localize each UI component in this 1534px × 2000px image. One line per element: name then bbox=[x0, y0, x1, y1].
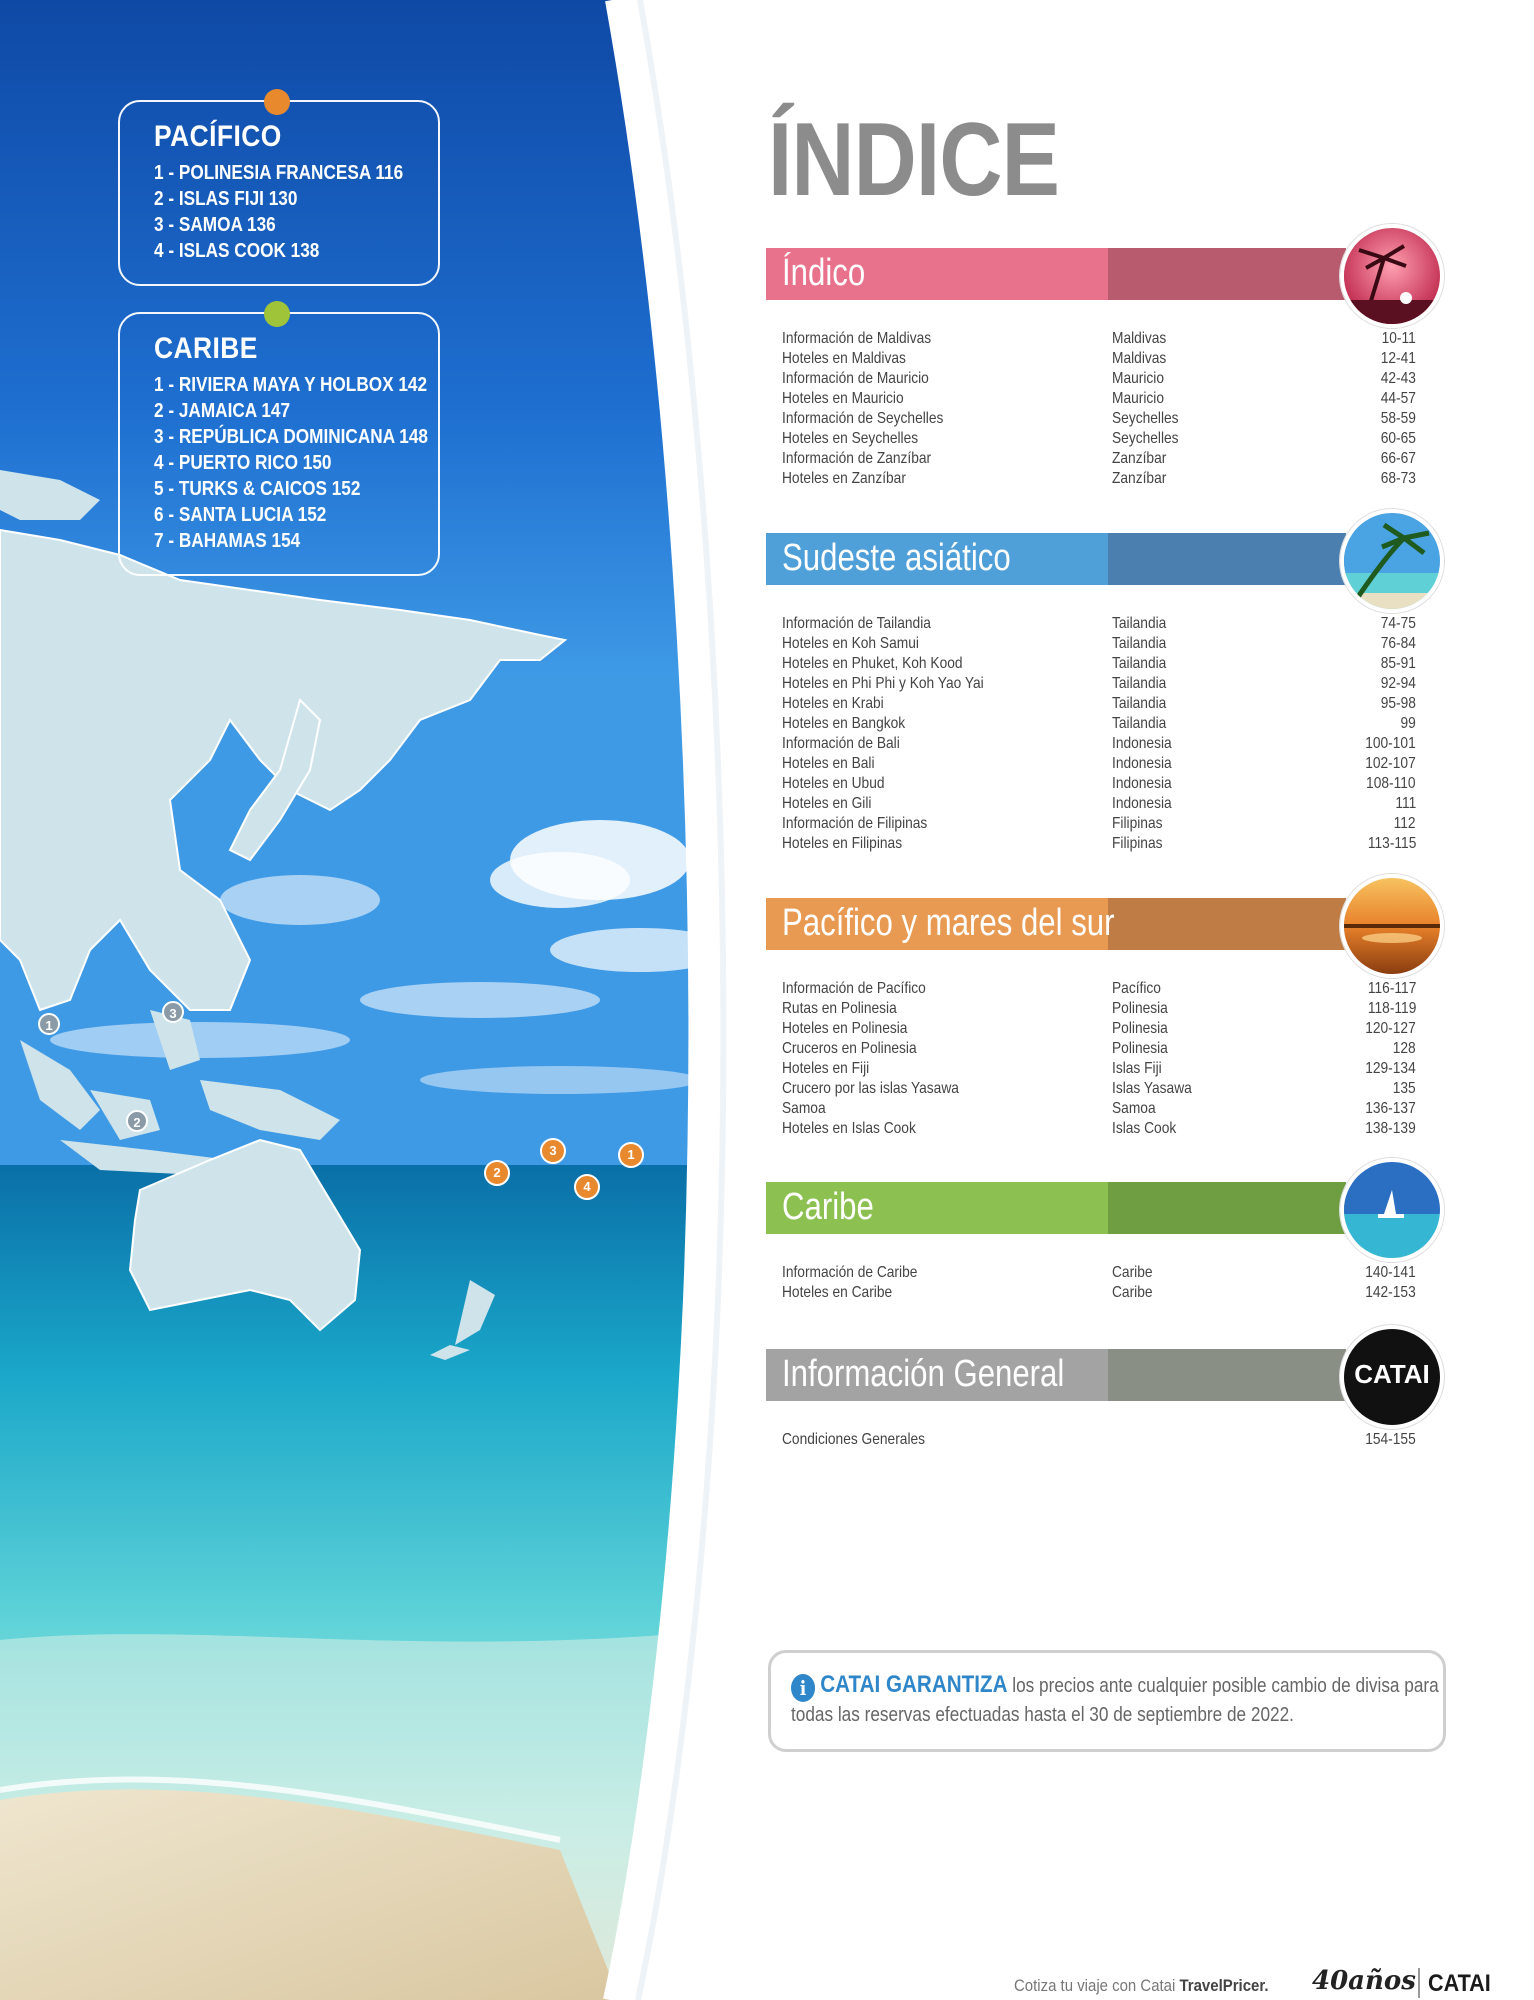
index-row: Hoteles en Polinesia Polinesia 120-127 bbox=[782, 1020, 1416, 1037]
catai-logo-text: CATAI bbox=[1354, 1359, 1430, 1389]
section-rows bbox=[782, 330, 1416, 490]
caribe-box bbox=[118, 312, 440, 576]
section-pacifico bbox=[766, 898, 1446, 1140]
pacifico-title: PACÍFICO bbox=[154, 120, 282, 153]
index-row: Información de Pacífico Pacífico 116-117 bbox=[782, 980, 1416, 997]
guarantee-brand: CATAI GARANTIZA bbox=[820, 1671, 1008, 1698]
palm-beach-photo bbox=[1340, 509, 1444, 613]
section-rows bbox=[782, 1431, 1416, 1451]
index-row: Información de Seychelles Seychelles 58-59 bbox=[782, 410, 1416, 427]
section-band bbox=[766, 898, 1346, 950]
section-rows bbox=[782, 980, 1416, 1140]
index-row: Hoteles en Bangkok Tailandia 99 bbox=[782, 715, 1416, 732]
map-pin-asia: 3 bbox=[162, 1001, 184, 1023]
caribe-item: 5 - TURKS & CAICOS 152 bbox=[154, 478, 361, 500]
section-caribe bbox=[766, 1182, 1446, 1304]
caribe-item: 3 - REPÚBLICA DOMINICANA 148 bbox=[154, 426, 428, 448]
sailboat-sea-photo bbox=[1340, 1158, 1444, 1262]
map-pin-asia: 2 bbox=[126, 1110, 148, 1132]
index-row: Información de Mauricio Mauricio 42-43 bbox=[782, 370, 1416, 387]
section-indico bbox=[766, 248, 1446, 490]
caribe-item: 7 - BAHAMAS 154 bbox=[154, 530, 301, 552]
palm-sunset-photo bbox=[1340, 224, 1444, 328]
pacifico-item: 2 - ISLAS FIJI 130 bbox=[154, 188, 298, 210]
index-row: Información de Bali Indonesia 100-101 bbox=[782, 735, 1416, 752]
section-sudeste-asiatico bbox=[766, 533, 1446, 855]
pacifico-item: 4 - ISLAS COOK 138 bbox=[154, 240, 320, 262]
index-row: Hoteles en Bali Indonesia 102-107 bbox=[782, 755, 1416, 772]
section-title: Pacífico y mares del sur bbox=[782, 902, 1115, 944]
catai-footer-logo: CATAI bbox=[1428, 1970, 1491, 1997]
index-row: Crucero por las islas Yasawa Islas Yasawa 135 bbox=[782, 1080, 1416, 1097]
index-row: Hoteles en Islas Cook Islas Cook 138-139 bbox=[782, 1120, 1416, 1137]
section-title: Información General bbox=[782, 1353, 1065, 1395]
section-informacion-general bbox=[766, 1349, 1446, 1451]
section-band bbox=[766, 1182, 1346, 1234]
caribe-item: 1 - RIVIERA MAYA Y HOLBOX 142 bbox=[154, 374, 428, 396]
guarantee-text: todas las reservas efectuadas hasta el 30 de septiembre de 2022. bbox=[791, 1704, 1294, 1726]
index-row: Cruceros en Polinesia Polinesia 128 bbox=[782, 1040, 1416, 1057]
index-row: Hoteles en Koh Samui Tailandia 76-84 bbox=[782, 635, 1416, 652]
pacifico-item: 1 - POLINESIA FRANCESA 116 bbox=[154, 162, 404, 184]
section-title: Sudeste asiático bbox=[782, 537, 1011, 579]
section-title: Índico bbox=[782, 252, 866, 294]
index-row: Condiciones Generales 154-155 bbox=[782, 1431, 1416, 1448]
ocean-sunset-photo bbox=[1340, 874, 1444, 978]
caribe-title: CARIBE bbox=[154, 332, 258, 365]
footer-link[interactable]: TravelPricer. bbox=[1179, 1976, 1269, 1995]
map-pin-pacific: 4 bbox=[574, 1174, 600, 1200]
index-row: Hoteles en Krabi Tailandia 95-98 bbox=[782, 695, 1416, 712]
index-row: Hoteles en Fiji Islas Fiji 129-134 bbox=[782, 1060, 1416, 1077]
anniversary-logo: 40años bbox=[1312, 1966, 1416, 1996]
index-row: Rutas en Polinesia Polinesia 118-119 bbox=[782, 1000, 1416, 1017]
index-row: Hoteles en Maldivas Maldivas 12-41 bbox=[782, 350, 1416, 367]
index-row: Hoteles en Gili Indonesia 111 bbox=[782, 795, 1416, 812]
caribe-item: 6 - SANTA LUCIA 152 bbox=[154, 504, 327, 526]
caribe-item: 4 - PUERTO RICO 150 bbox=[154, 452, 332, 474]
info-icon: i bbox=[791, 1674, 815, 1702]
catai-logo bbox=[1340, 1325, 1444, 1429]
footer-divider bbox=[1418, 1968, 1420, 1998]
section-band bbox=[766, 248, 1346, 300]
section-band bbox=[766, 1349, 1430, 1401]
footer-text: Cotiza tu viaje con Catai TravelPricer. bbox=[1014, 1976, 1269, 1995]
pacifico-dot bbox=[264, 89, 290, 115]
caribe-item: 2 - JAMAICA 147 bbox=[154, 400, 291, 422]
map-pin-pacific: 1 bbox=[618, 1142, 644, 1168]
pacifico-box bbox=[118, 100, 440, 286]
index-row: Información de Caribe Caribe 140-141 bbox=[782, 1264, 1416, 1281]
guarantee-box bbox=[768, 1650, 1446, 1752]
index-row: Hoteles en Mauricio Mauricio 44-57 bbox=[782, 390, 1416, 407]
map-pin-asia: 1 bbox=[38, 1013, 60, 1035]
index-row: Hoteles en Caribe Caribe 142-153 bbox=[782, 1284, 1416, 1301]
section-rows bbox=[782, 1264, 1416, 1304]
section-rows bbox=[782, 615, 1416, 855]
index-row: Información de Tailandia Tailandia 74-75 bbox=[782, 615, 1416, 632]
index-row: Hoteles en Ubud Indonesia 108-110 bbox=[782, 775, 1416, 792]
index-row: Hoteles en Seychelles Seychelles 60-65 bbox=[782, 430, 1416, 447]
index-row: Hoteles en Phuket, Koh Kood Tailandia 85-91 bbox=[782, 655, 1416, 672]
map-pin-pacific: 2 bbox=[484, 1160, 510, 1186]
page-title: ÍNDICE bbox=[768, 102, 1060, 218]
pacifico-item: 3 - SAMOA 136 bbox=[154, 214, 276, 236]
section-band bbox=[766, 533, 1346, 585]
index-row: Información de Filipinas Filipinas 112 bbox=[782, 815, 1416, 832]
index-row: Hoteles en Phi Phi y Koh Yao Yai Tailandia 92-94 bbox=[782, 675, 1416, 692]
section-title: Caribe bbox=[782, 1186, 874, 1228]
guarantee-text: los precios ante cualquier posible cambio de divisa para bbox=[1007, 1675, 1439, 1697]
index-row: Información de Maldivas Maldivas 10-11 bbox=[782, 330, 1416, 347]
map-pin-pacific: 3 bbox=[540, 1138, 566, 1164]
index-row: Información de Zanzíbar Zanzíbar 66-67 bbox=[782, 450, 1416, 467]
index-row: Hoteles en Zanzíbar Zanzíbar 68-73 bbox=[782, 470, 1416, 487]
caribe-dot bbox=[264, 301, 290, 327]
index-row: Samoa Samoa 136-137 bbox=[782, 1100, 1416, 1117]
index-row: Hoteles en Filipinas Filipinas 113-115 bbox=[782, 835, 1416, 852]
